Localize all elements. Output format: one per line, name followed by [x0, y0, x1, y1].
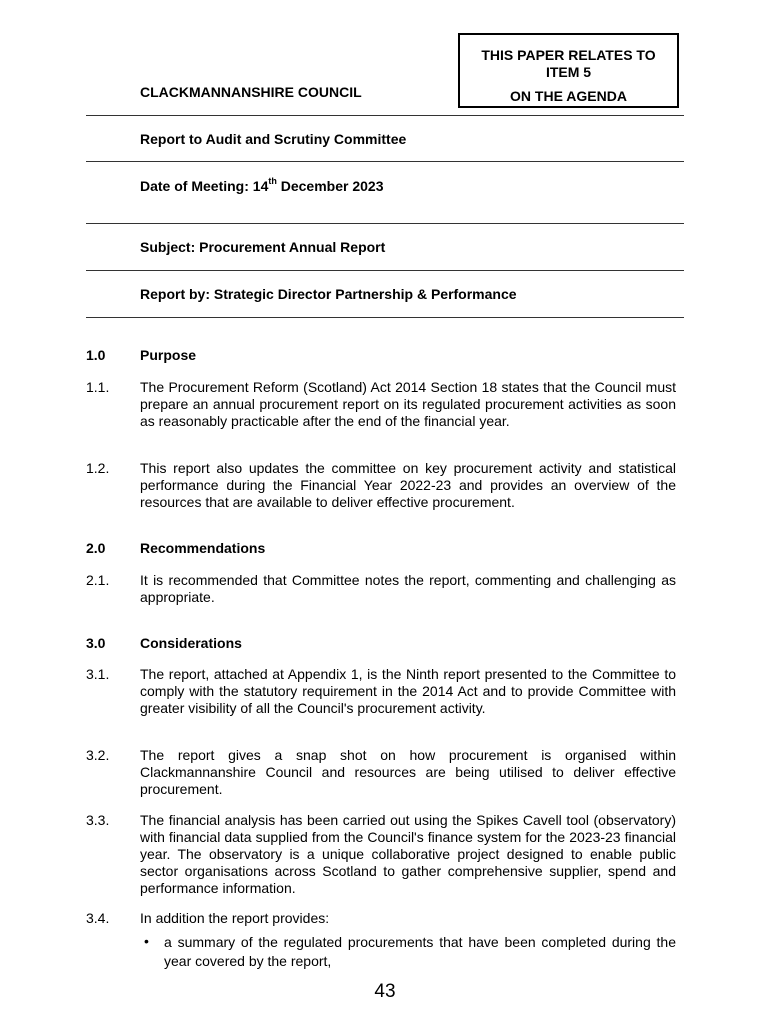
page-number: 43: [374, 981, 396, 1002]
section-number: 3.0: [86, 635, 106, 651]
subject: Subject: Procurement Annual Report: [140, 239, 386, 255]
agenda-line-3: ON THE AGENDA: [510, 88, 627, 104]
agenda-line-1: THIS PAPER RELATES TO: [481, 47, 656, 63]
section-number: 2.0: [86, 540, 106, 556]
divider: [86, 317, 684, 318]
report-by: Report by: Strategic Director Partnership & Performance: [140, 286, 517, 302]
paragraph-number: 1.2.: [86, 460, 110, 476]
section-title-purpose: Purpose: [140, 347, 197, 363]
paragraph-1-1: The Procurement Reform (Scotland) Act 2014 Section 18 states that the Council must prepare an annual procurement report on its regulated procurement activities as soon as reasonably practicable after the end of the financial year.: [140, 379, 676, 429]
council-name: CLACKMANNANSHIRE COUNCIL: [140, 84, 362, 100]
section-title-considerations: Considerations: [140, 635, 242, 651]
paragraph-number: 2.1.: [86, 572, 110, 588]
paragraph-2-1: It is recommended that Committee notes the report, commenting and challenging as appropriate.: [140, 572, 676, 605]
paragraph-number: 3.2.: [86, 747, 110, 763]
meeting-date-rest: December 2023: [276, 178, 384, 194]
bullet-item: a summary of the regulated procurements that have been completed during the year covered by the report,: [164, 934, 676, 969]
report-to: Report to Audit and Scrutiny Committee: [140, 131, 407, 147]
paragraph-number: 3.4.: [86, 910, 110, 926]
section-title-recommendations: Recommendations: [140, 540, 266, 556]
meeting-date: [140, 178, 384, 195]
divider: [86, 223, 684, 224]
paragraph-1-2: This report also updates the committee on key procurement activity and statistical performance during the Financial Year 2022-23 and provides an overview of the resources that are available to deliver effective procurement.: [140, 460, 676, 510]
paragraph-3-4: In addition the report provides:: [140, 910, 330, 926]
divider: [86, 161, 684, 162]
paragraph-number: 3.1.: [86, 666, 110, 682]
divider: [86, 115, 684, 116]
agenda-line-2: ITEM 5: [545, 64, 592, 80]
meeting-date-label: Date of Meeting: 14: [140, 178, 269, 194]
paragraph-3-3: The financial analysis has been carried out using the Spikes Cavell tool (observatory) with financial data supplied from the Council's finance system for the 2023-23 financial year. The observatory is a unique collaborative project designed to enable public sector organisations across Scotland to gather comprehensive supplier, spend and performance information.: [140, 812, 676, 896]
section-number: 1.0: [86, 347, 106, 363]
meeting-date-suffix: th: [268, 176, 277, 187]
paragraph-number: 3.3.: [86, 812, 110, 828]
divider: [86, 270, 684, 271]
bullet-icon: •: [144, 933, 149, 949]
agenda-box: [458, 33, 679, 108]
paragraph-number: 1.1.: [86, 379, 110, 395]
paragraph-3-1: The report, attached at Appendix 1, is the Ninth report presented to the Committee to comply with the statutory requirement in the 2014 Act and to provide Committee with greater visibility of all the Council's procurement activity.: [140, 666, 676, 716]
paragraph-3-2: The report gives a snap shot on how procurement is organised within Clackmannanshire Council and resources are being utilised to deliver effective procurement.: [140, 747, 676, 797]
